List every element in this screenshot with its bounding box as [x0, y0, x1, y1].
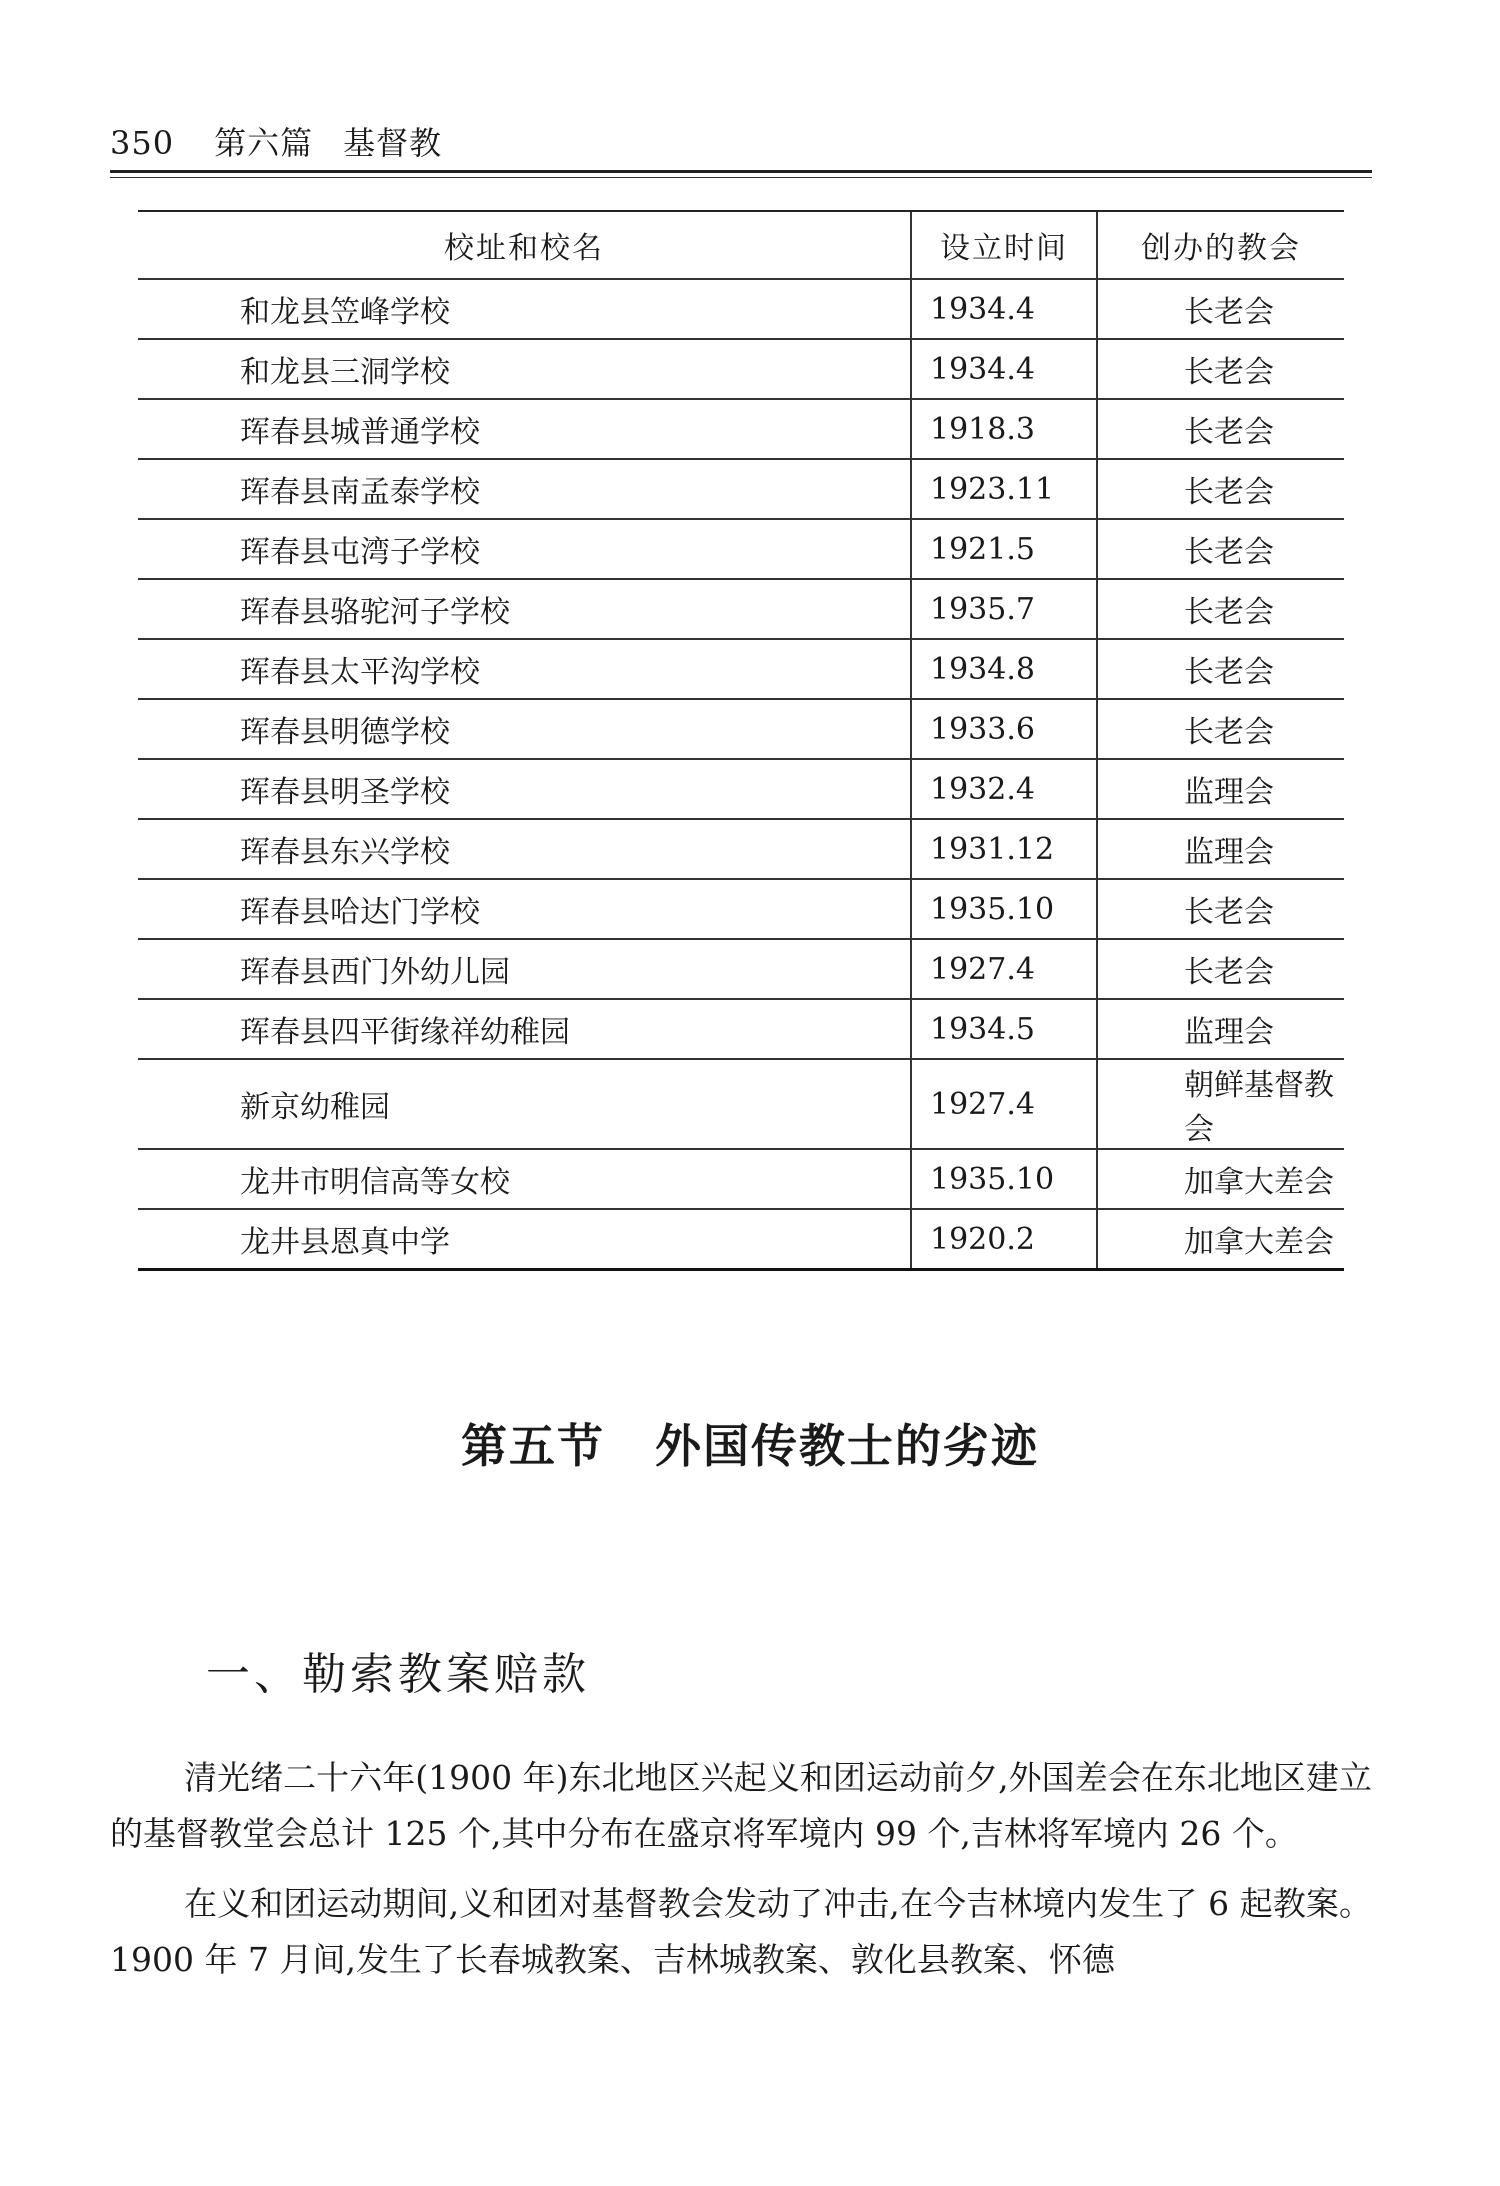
cell-church: 监理会 [1097, 999, 1344, 1059]
table-header-row [138, 211, 1344, 279]
cell-school: 珲春县四平街缘祥幼稚园 [138, 999, 911, 1059]
cell-church: 加拿大差会 [1097, 1149, 1344, 1209]
cell-church: 长老会 [1097, 699, 1344, 759]
cell-school: 和龙县三洞学校 [138, 339, 911, 399]
paragraph: 清光绪二十六年(1900 年)东北地区兴起义和团运动前夕,外国差会在东北地区建立的基督教堂会总计 125 个,其中分布在盛京将军境内 99 个,吉林将军境内 26 个。 [110, 1758, 1372, 1853]
cell-school: 珲春县城普通学校 [138, 399, 911, 459]
cell-church: 长老会 [1097, 939, 1344, 999]
table-row [138, 279, 1344, 339]
cell-church: 长老会 [1097, 339, 1344, 399]
header-rule-thin [110, 177, 1372, 178]
cell-school: 龙井县恩真中学 [138, 1209, 911, 1270]
cell-school: 和龙县笠峰学校 [138, 279, 911, 339]
section-number: 第五节 [461, 1419, 605, 1473]
cell-date: 1934.8 [911, 639, 1097, 699]
table-row [138, 339, 1344, 399]
table-row [138, 879, 1344, 939]
cell-church: 监理会 [1097, 819, 1344, 879]
cell-date: 1935.10 [911, 879, 1097, 939]
section-title [0, 1410, 1500, 1476]
cell-church: 长老会 [1097, 279, 1344, 339]
cell-date: 1934.4 [911, 339, 1097, 399]
cell-church: 长老会 [1097, 519, 1344, 579]
cell-school: 龙井市明信高等女校 [138, 1149, 911, 1209]
cell-church: 长老会 [1097, 459, 1344, 519]
cell-date: 1932.4 [911, 759, 1097, 819]
cell-date: 1923.11 [911, 459, 1097, 519]
section-heading: 外国传教士的劣迹 [655, 1419, 1039, 1473]
cell-school: 新京幼稚园 [138, 1059, 911, 1149]
cell-school: 珲春县哈达门学校 [138, 879, 911, 939]
table-row [138, 1059, 1344, 1149]
table-row [138, 1209, 1344, 1270]
cell-school: 珲春县屯湾子学校 [138, 519, 911, 579]
column-header-school: 校址和校名 [138, 211, 911, 279]
table-row [138, 819, 1344, 879]
cell-date: 1918.3 [911, 399, 1097, 459]
cell-date: 1931.12 [911, 819, 1097, 879]
cell-church: 监理会 [1097, 759, 1344, 819]
table-row [138, 759, 1344, 819]
header-rule-thick [110, 170, 1372, 173]
cell-date: 1927.4 [911, 1059, 1097, 1149]
cell-church: 加拿大差会 [1097, 1209, 1344, 1270]
page-number: 350 [110, 124, 175, 162]
cell-church: 长老会 [1097, 639, 1344, 699]
table-row [138, 579, 1344, 639]
cell-date: 1933.6 [911, 699, 1097, 759]
body-text [110, 1750, 1372, 2002]
cell-church: 长老会 [1097, 399, 1344, 459]
cell-date: 1921.5 [911, 519, 1097, 579]
table-row [138, 399, 1344, 459]
cell-school: 珲春县明德学校 [138, 699, 911, 759]
table-row [138, 999, 1344, 1059]
table-row [138, 1149, 1344, 1209]
page-header [110, 118, 442, 164]
cell-date: 1920.2 [911, 1209, 1097, 1270]
cell-church: 朝鲜基督教会 [1097, 1059, 1344, 1149]
cell-date: 1935.10 [911, 1149, 1097, 1209]
cell-church: 长老会 [1097, 879, 1344, 939]
table-row [138, 519, 1344, 579]
cell-school: 珲春县南孟泰学校 [138, 459, 911, 519]
table-row [138, 459, 1344, 519]
table-row [138, 639, 1344, 699]
subsection-title: 一、勒索教案赔款 [206, 1649, 590, 1700]
cell-date: 1934.4 [911, 279, 1097, 339]
cell-date: 1927.4 [911, 939, 1097, 999]
cell-date: 1935.7 [911, 579, 1097, 639]
table-row [138, 939, 1344, 999]
paragraph: 在义和团运动期间,义和团对基督教会发动了冲击,在今吉林境内发生了 6 起教案。1900 年 7 月间,发生了长春城教案、吉林城教案、敦化县教案、怀德 [110, 1884, 1372, 1979]
schools-table [138, 210, 1344, 1271]
part-title: 基督教 [343, 124, 443, 162]
column-header-church: 创办的教会 [1097, 211, 1344, 279]
table-row [138, 699, 1344, 759]
cell-church: 长老会 [1097, 579, 1344, 639]
cell-school: 珲春县骆驼河子学校 [138, 579, 911, 639]
column-header-date: 设立时间 [911, 211, 1097, 279]
cell-date: 1934.5 [911, 999, 1097, 1059]
part-label: 第六篇 [214, 124, 314, 162]
cell-school: 珲春县明圣学校 [138, 759, 911, 819]
cell-school: 珲春县太平沟学校 [138, 639, 911, 699]
cell-school: 珲春县东兴学校 [138, 819, 911, 879]
cell-school: 珲春县西门外幼儿园 [138, 939, 911, 999]
